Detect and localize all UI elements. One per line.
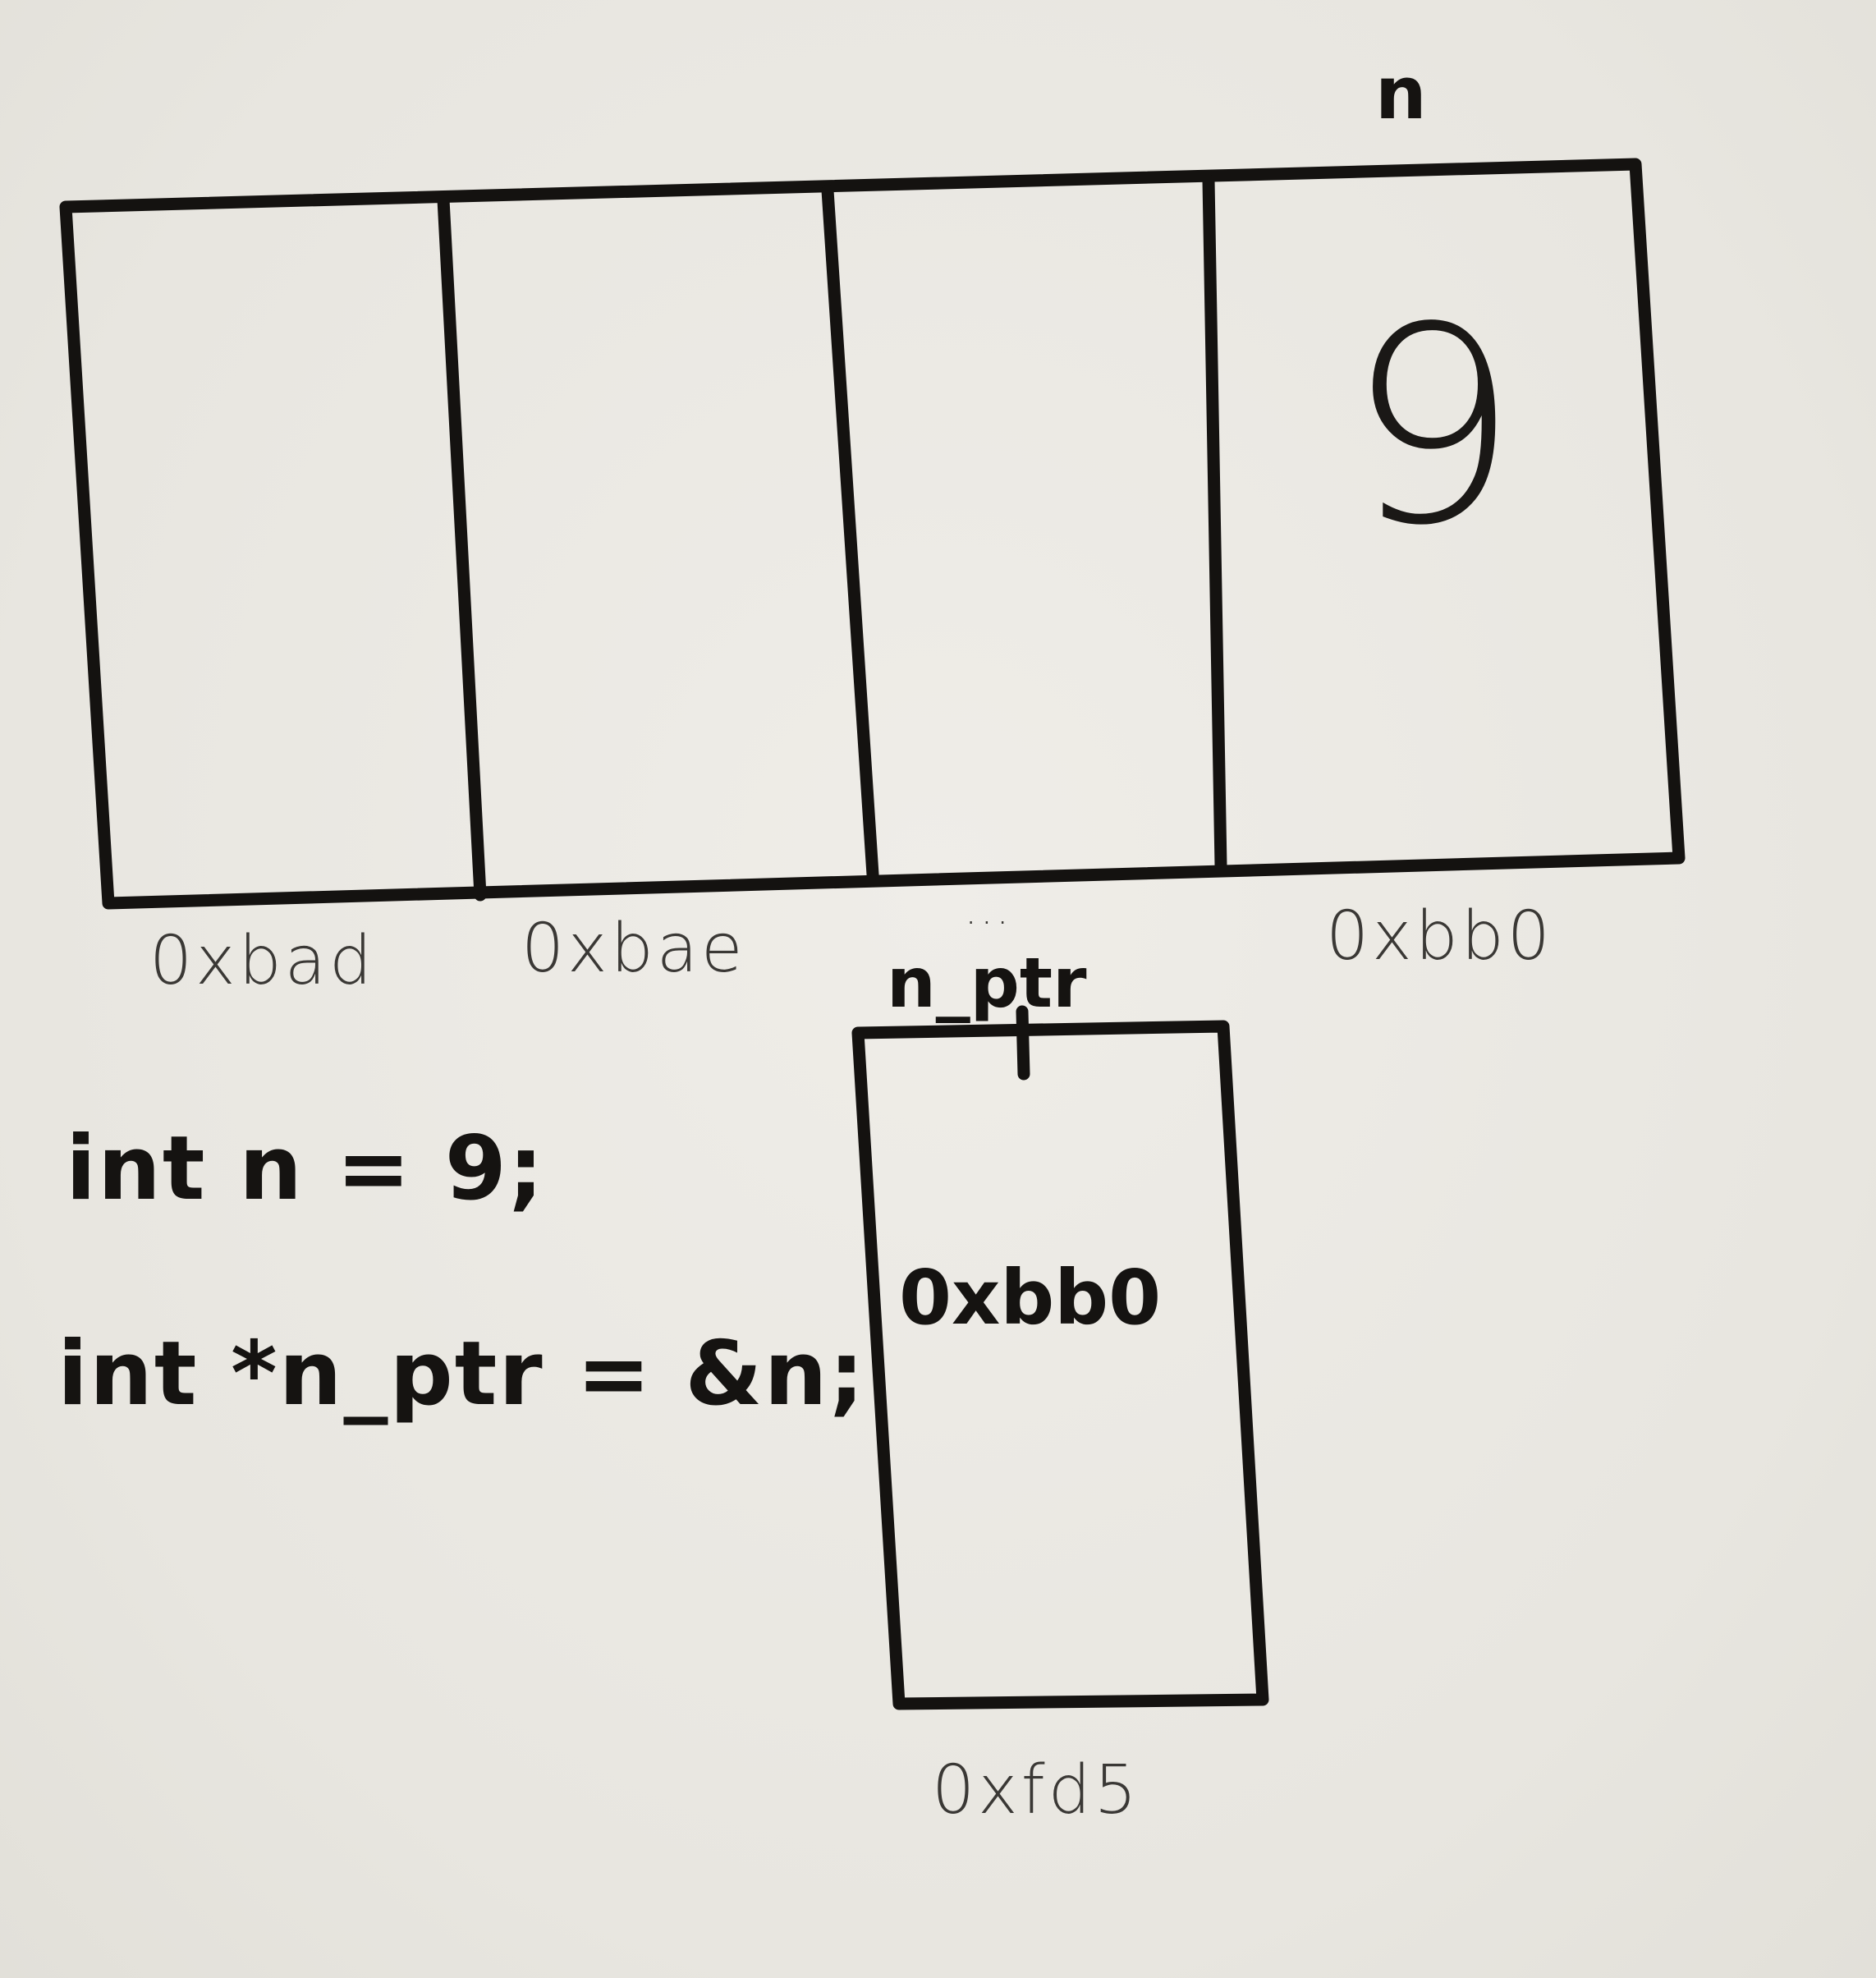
pointer-stored-value: 0xbb0 bbox=[899, 1254, 1162, 1342]
memory-cell-divider-2 bbox=[828, 190, 873, 874]
memory-cell-address-3: ... bbox=[965, 888, 1012, 934]
memory-cell-address-4: 0xbb0 bbox=[1326, 897, 1553, 975]
pointer-box-address: 0xfd5 bbox=[932, 1751, 1140, 1829]
pointer-box-outline bbox=[858, 1026, 1263, 1704]
memory-cell-address-1: 0xbad bbox=[149, 922, 376, 1000]
code-line-1: int n = 9; bbox=[66, 1118, 546, 1220]
memory-stored-value: 9 bbox=[1346, 269, 1519, 585]
memory-cell-divider-1 bbox=[443, 200, 480, 895]
code-line-2: int *n_ptr = &n; bbox=[57, 1323, 866, 1425]
pointer-variable-label: n_ptr bbox=[887, 943, 1087, 1023]
memory-cell-address-2: 0xbae bbox=[521, 910, 746, 988]
memory-cell-divider-3 bbox=[1209, 181, 1221, 866]
memory-variable-label: n bbox=[1375, 51, 1427, 135]
